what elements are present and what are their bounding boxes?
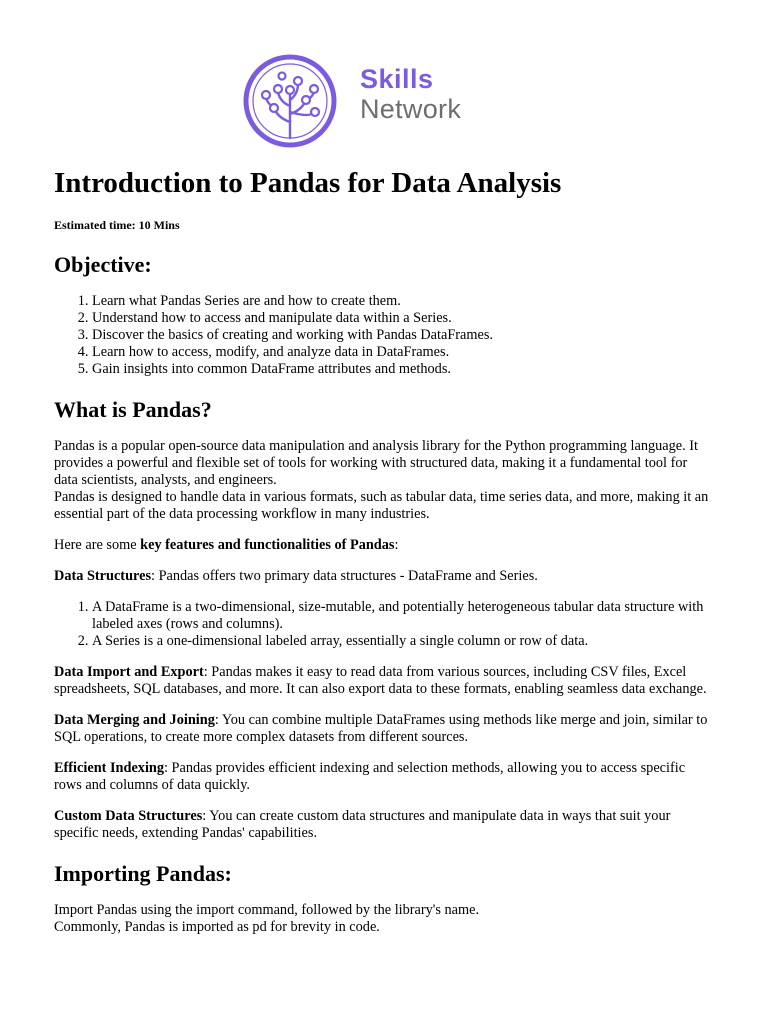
merging-text: : You can combine multiple DataFrames using methods like merge and join, similar to SQL operations, to create more complex datasets from different sources.: [54, 712, 708, 745]
indexing-label: Efficient Indexing: [54, 760, 165, 776]
list-item: 4. Learn how to access, modify, and analyze data in DataFrames.: [92, 344, 714, 361]
features-intro-bold: key features and functionalities of Pandas: [140, 537, 395, 553]
objective-heading: Objective:: [54, 252, 152, 277]
features-intro-colon: :: [394, 537, 399, 553]
custom-label: Custom Data Structures: [54, 808, 203, 824]
document-body: [54, 165, 714, 950]
tree-circle-icon: [240, 52, 340, 152]
features-intro: [54, 537, 714, 554]
page-title: Introduction to Pandas for Data Analysis: [54, 167, 562, 199]
features-intro-text: Here are some: [54, 537, 141, 553]
logo-text-network: Network: [360, 94, 462, 124]
import-export-paragraph: [54, 664, 714, 698]
list-item: 3. Discover the basics of creating and working with Pandas DataFrames.: [92, 327, 714, 344]
import-export-label: Data Import and Export: [54, 664, 204, 680]
data-structures-text: : Pandas offers two primary data structures - DataFrame and Series.: [151, 568, 538, 584]
data-structures-label: Data Structures: [54, 568, 152, 584]
custom-text: : You can create custom data structures and manipulate data in ways that suit your specific needs, extending Pandas' capabilities.: [54, 808, 671, 841]
importing-pandas-heading: Importing Pandas:: [54, 861, 232, 886]
intro-text-2: Pandas is designed to handle data in various formats, such as tabular data, time series data, and more, making it an essential part of the data processing workflow in many industries.: [54, 489, 709, 522]
skills-network-logo: [240, 52, 500, 150]
merging-paragraph: [54, 712, 714, 746]
custom-paragraph: [54, 808, 714, 842]
list-item: 1. Learn what Pandas Series are and how to create them.: [92, 293, 714, 310]
import-export-text: : Pandas makes it easy to read data from various sources, including CSV files, Excel spreadsheets, SQL databases, and more. It can also export data to these formats, enabling seamless data exchange.: [54, 664, 707, 697]
importing-line-1: Import Pandas using the import command, followed by the library's name.: [54, 902, 480, 918]
logo-text-skills: Skills: [360, 64, 434, 94]
importing-line-2: Commonly, Pandas is imported as pd for brevity in code.: [54, 919, 380, 935]
data-structures-paragraph: [54, 568, 714, 585]
what-is-pandas-heading: What is Pandas?: [54, 397, 212, 422]
indexing-paragraph: [54, 760, 714, 794]
objective-list: [54, 293, 714, 378]
indexing-text: : Pandas provides efficient indexing and selection methods, allowing you to access specific rows and columns of data quickly.: [54, 760, 686, 793]
list-item: 5. Gain insights into common DataFrame attributes and methods.: [92, 361, 714, 378]
importing-paragraph: [54, 902, 714, 936]
list-item: 2. Understand how to access and manipulate data within a Series.: [92, 310, 714, 327]
data-structures-list: [54, 599, 714, 650]
list-item: 2. A Series is a one-dimensional labeled array, essentially a single column or row of data.: [92, 633, 714, 650]
estimated-time: Estimated time: 10 Mins: [54, 218, 180, 232]
merging-label: Data Merging and Joining: [54, 712, 215, 728]
intro-text-1: Pandas is a popular open-source data manipulation and analysis library for the Python programming language. It provides a powerful and flexible set of tools for working with structured data, making it a fundamental tool for data scientists, analysts, and engineers.: [54, 438, 698, 488]
intro-paragraph: [54, 438, 714, 523]
list-item: 1. A DataFrame is a two-dimensional, size-mutable, and potentially heterogeneous tabular data structure with labeled axes (rows and columns).: [92, 599, 714, 633]
